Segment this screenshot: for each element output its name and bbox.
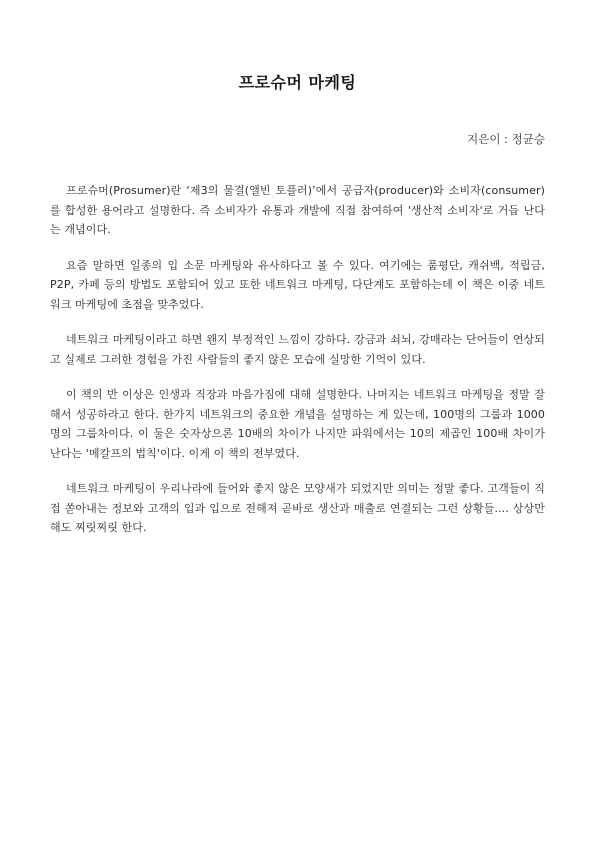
paragraph: 요즘 말하면 일종의 입 소문 마케팅와 유사하다고 볼 수 있다. 여기에는 품평단, 캐쉬백, 적립금, P2P, 카페 등의 방법도 포함되어 있고 또한 네트워크 마케팅, 다단계도 포함하는데 이 책은 이중 네트워크 마케팅에 초점을 맞추었다. — [50, 258, 545, 311]
paragraph: 네트워크 마케팅이라고 하면 왠지 부정적인 느낌이 강하다. 강금과 쇠뇌, 강매라는 단어들이 연상되고 실제로 그러한 경험을 가진 사람들의 좋지 않은 모습에 실망한 기억이 있다. — [50, 333, 545, 366]
paragraph: 이 책의 반 이상은 인생과 직장과 마음가짐에 대해 설명한다. 나머지는 네트워크 마케팅을 정말 잘해서 성공하라고 한다. 한가지 네트워크의 중요한 개념을 설명하는 게 있는데, 100명의 그룹과 1000명의 그룹차이다. 이 둘은 숫자상으론 10배의 차이가 나지만 파워에서는 10의 제곱인 100배 차이가 난다는 '메칼프의 법칙'이다. 이게 이 책의 전부였다. — [50, 388, 545, 460]
document-title: 프로슈머 마케팅 — [238, 73, 357, 92]
paragraph: 네트워크 마케팅이 우리나라에 들어와 좋지 않은 모양새가 되었지만 의미는 정말 좋다. 고객들이 직접 쏟아내는 정보와 고객의 입과 입으로 전해져 곧바로 생산과 매출로 연결되는 그런 상황들.... 상상만 해도 찌릿찌릿 한다. — [50, 482, 545, 534]
document-body — [50, 181, 545, 554]
author-line: 지은이 : 정균승 — [467, 132, 545, 146]
paragraph: 프로슈머(Prosumer)란 ‘제3의 물결(앨빈 토플러)’에서 공급자(producer)와 소비자(consumer)를 합성한 용어라고 설명한다. 즉 소비자가 유통과 개발에 직접 참여하여 '생산적 소비자'로 거듭 난다는 개념이다. — [50, 184, 545, 236]
